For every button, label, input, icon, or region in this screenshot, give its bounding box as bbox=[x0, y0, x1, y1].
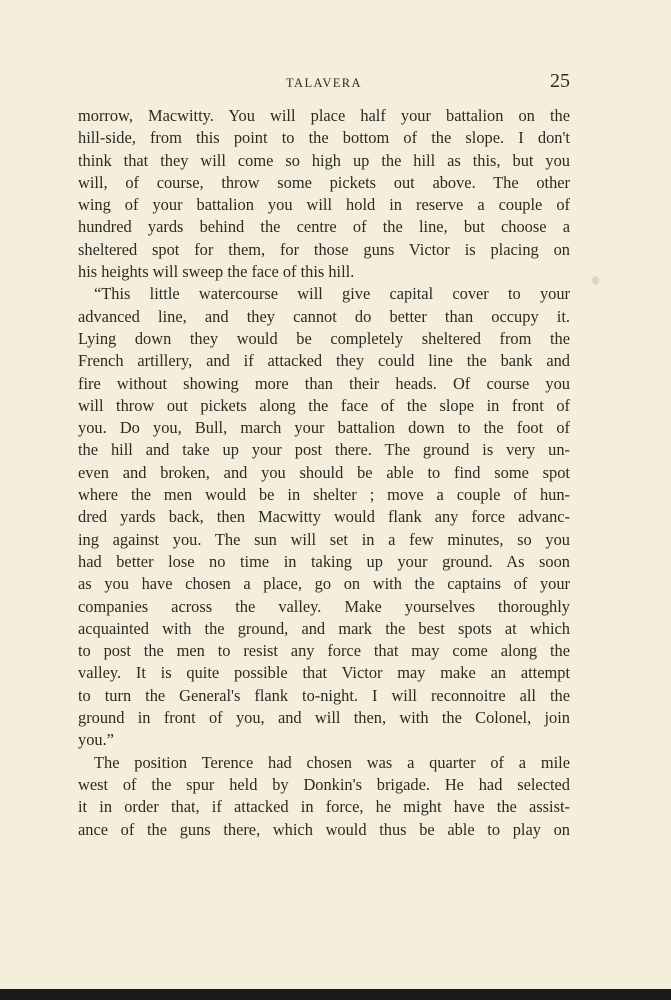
text-line: even and broken, and you should be able to find some spot bbox=[78, 462, 570, 482]
text-line: as you have chosen a place, go on with the captains of your bbox=[78, 574, 570, 594]
text-line: you. Do you, Bull, march your battalion down to the foot of bbox=[78, 418, 570, 438]
text-line: morrow, Macwitty. You will place half your battalion on the bbox=[78, 106, 570, 125]
text-line: where the men would be in shelter ; move a couple of hun- bbox=[78, 485, 570, 505]
text-line: valley. It is quite possible that Victor may make an attempt bbox=[78, 663, 570, 683]
body-text bbox=[78, 105, 570, 841]
text-line: advanced line, and they cannot do better than occupy it. bbox=[78, 306, 570, 326]
text-line: hill-side, from this point to the bottom of the slope. I don't bbox=[78, 128, 570, 148]
paper-speck bbox=[592, 276, 599, 285]
text-line: think that they will come so high up the hill as this, but you bbox=[78, 150, 570, 170]
text-line: it in order that, if attacked in force, he might have the assist- bbox=[78, 797, 570, 817]
text-line: dred yards back, then Macwitty would flank any force advanc- bbox=[78, 507, 570, 527]
page-number: 25 bbox=[550, 70, 570, 92]
text-line: ance of the guns there, which would thus be able to play on bbox=[78, 819, 570, 839]
text-line: companies across the valley. Make yourselves thoroughly bbox=[78, 596, 570, 616]
text-line: sheltered spot for them, for those guns Victor is placing on bbox=[78, 239, 570, 259]
text-line: to turn the General's flank to-night. I will reconnoitre all the bbox=[78, 685, 570, 705]
running-title: TALAVERA bbox=[286, 76, 362, 90]
text-line: his heights will sweep the face of this hill. bbox=[78, 262, 355, 282]
text-line: Lying down they would be completely sheltered from the bbox=[78, 328, 570, 348]
text-line: fire without showing more than their heads. Of course you bbox=[78, 373, 570, 393]
text-line: will, of course, throw some pickets out above. The other bbox=[78, 172, 570, 192]
text-line: you.” bbox=[78, 730, 114, 750]
text-line: west of the spur held by Donkin's brigade. He had selected bbox=[78, 774, 570, 794]
text-line: to post the men to resist any force that may come along the bbox=[78, 641, 570, 661]
text-line: ground in front of you, and will then, with the Colonel, join bbox=[78, 708, 570, 728]
text-line: The position Terence had chosen was a quarter of a mile bbox=[94, 752, 570, 772]
text-line: “This little watercourse will give capital cover to your bbox=[94, 284, 570, 304]
text-line: ing against you. The sun will set in a few minutes, so you bbox=[78, 529, 570, 549]
text-line: will throw out pickets along the face of the slope in front of bbox=[78, 395, 570, 415]
page-header bbox=[78, 70, 570, 96]
text-line: had better lose no time in taking up your ground. As soon bbox=[78, 551, 570, 571]
text-line: wing of your battalion you will hold in reserve a couple of bbox=[78, 195, 570, 215]
text-line: hundred yards behind the centre of the line, but choose a bbox=[78, 217, 570, 237]
scan-bottom-edge bbox=[0, 989, 671, 1000]
text-line: the hill and take up your post there. The ground is very un- bbox=[78, 440, 570, 460]
text-line: acquainted with the ground, and mark the best spots at which bbox=[78, 618, 570, 638]
text-line: French artillery, and if attacked they could line the bank and bbox=[78, 351, 570, 371]
